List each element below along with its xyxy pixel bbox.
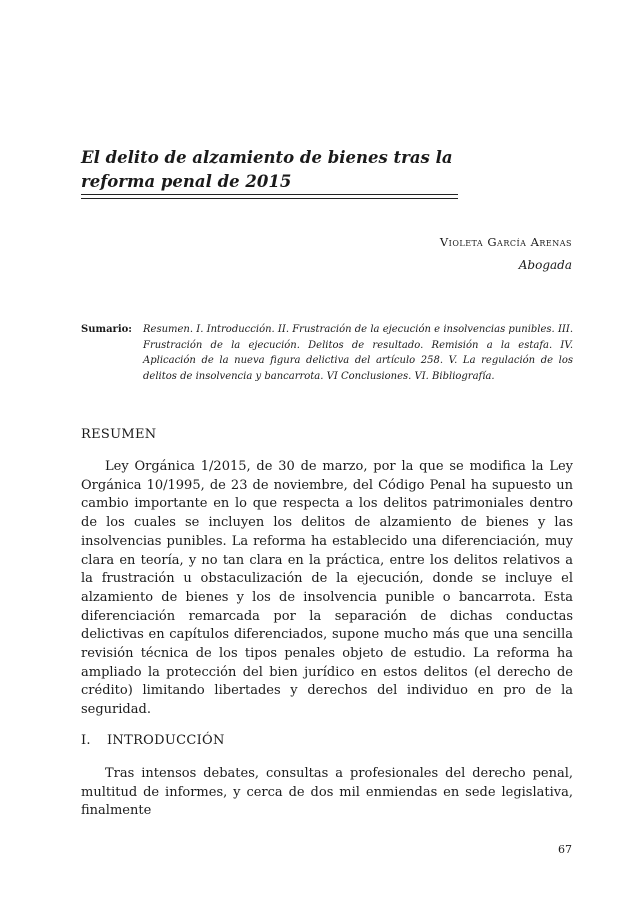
author-name: Violeta García Arenas (439, 235, 572, 249)
summary-block (81, 322, 573, 384)
section-title: INTRODUCCIÓN (107, 733, 225, 748)
introduccion-paragraph: Tras intensos debates, consultas a profesionales del derecho penal, multitud de informes, y cerca de dos mil enmiendas en sede legislativa, finalmente (81, 766, 573, 819)
resumen-paragraph: Ley Orgánica 1/2015, de 30 de marzo, por la que se modifica la Ley Orgánica 10/1995, de 23 de noviembre, del Código Penal ha supuesto un cambio importante en lo que respecta a los delitos patrimoniales dentro de los cuales se incluyen los delitos de alzamiento de bienes y las insolvencias punibles. La reforma ha establecido una diferenciación, muy clara en teoría, y no tan clara en la práctica, entre los delitos relativos a la frustración u obstaculización de la ejecución, donde se incluye el alzamiento de bienes y los de insolvencia punible o bancarrota. Esta diferenciación remarcada por la separación de dichas conductas delictivas en capítulos diferenciados, supone mucho más que una sencilla revisión técnica de los tipos penales objeto de estudio. La reforma ha ampliado la protección del bien jurídico en estos delitos (el derecho de crédito) limitando libertades y derechos del individuo en pro de la seguridad. (81, 459, 573, 718)
page-number: 67 (558, 843, 572, 856)
article-title-line-1: El delito de alzamiento de bienes tras la (81, 148, 453, 167)
summary-label: Sumario: (81, 324, 132, 335)
title-double-rule (81, 194, 458, 199)
section-heading-resumen: RESUMEN (81, 427, 157, 442)
summary-text: Resumen. I. Introducción. II. Frustración de la ejecución e insolvencias punibles. III. Frustración de la ejecución. Delitos de resultado. Remisión a la estafa. IV. Aplicación de la nueva figura delictiva del artículo 258. V. La regulación de los delitos de insolvencia y bancarrota. VI Conclusiones. VI. Bibliografía. (143, 324, 573, 382)
section-heading-introduccion (81, 733, 225, 748)
author-affiliation: Abogada (518, 258, 572, 272)
section-number: I. (81, 733, 91, 748)
article-title (81, 146, 461, 194)
article-title-line-2: reforma penal de 2015 (81, 172, 292, 191)
